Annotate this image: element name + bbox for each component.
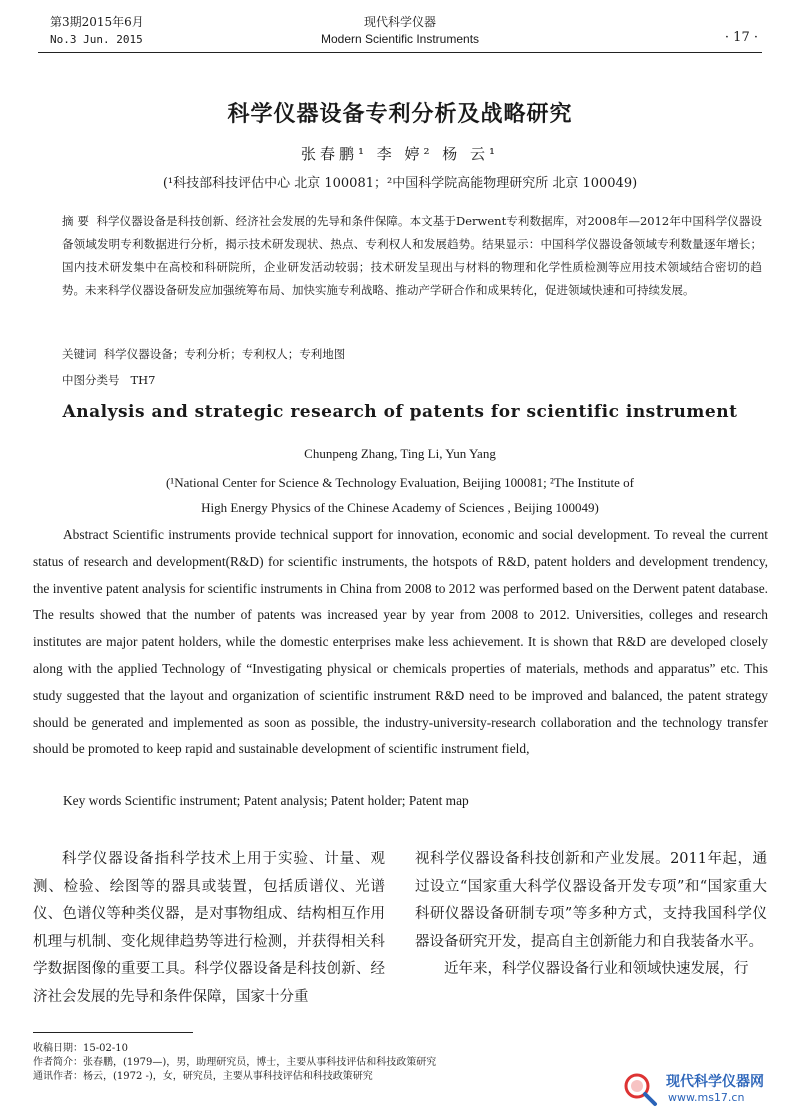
classification-cn-label: 中图分类号 — [62, 373, 120, 387]
keywords-cn-text: 科学仪器设备；专利分析；专利权人；专利地图 — [103, 347, 346, 361]
affiliation-en — [0, 470, 800, 520]
body-paragraph: 视科学仪器设备科技创新和产业发展。2011年起，通过设立“国家重大科学仪器设备开发专项”和“国家重大科研仪器设备研制专项”等多种方式，支持我国科学仪器设备研究开发，提高自主创新能力和自我装备水平。 — [415, 851, 767, 950]
title-en: Analysis and strategic research of patents for scientific instrument — [62, 402, 738, 422]
classification-cn-text: TH7 — [130, 373, 156, 387]
title-cn: 科学仪器设备专利分析及战略研究 — [227, 101, 573, 127]
magnifier-logo-icon — [622, 1071, 658, 1107]
classification-cn — [62, 372, 156, 388]
header-issue-cn: 第3期2015年6月 — [50, 15, 144, 29]
body-paragraph: 近年来，科学仪器设备行业和领域快速发展，行 — [444, 961, 749, 977]
keywords-cn — [62, 346, 762, 362]
body-paragraph: 科学仪器设备指科学技术上用于实验、计量、观测、检验、绘图等的器具或装置，包括质谱仪、光谱仪、色谱仪等种类仪器，是对事物组成、结构相互作用机理与机制、变化规律趋势等进行检测，并获得相关科学数据图像的重要工具。科学仪器设备是科技创新、经济社会发展的先导和条件保障，国家十分重 — [33, 851, 385, 1005]
affiliation-en-line1: (¹National Center for Science & Technology Evaluation, Beijing 100081; ²The Institute of — [165, 475, 635, 490]
footnote-corresponding: 通讯作者：杨云，(1972 -)，女，研究员，主要从事科技评估和科技政策研究 — [33, 1071, 373, 1082]
abstract-cn-label: 摘 要 — [62, 214, 89, 228]
footnote-received: 收稿日期：15-02-10 — [33, 1043, 128, 1054]
authors-cn: 张春鹏¹ 李 婷² 杨 云¹ — [300, 145, 500, 163]
header-page-number: · 17 · — [724, 30, 758, 45]
keywords-en: Key words Scientific instrument; Patent analysis; Patent holder; Patent map — [63, 793, 469, 808]
header-journal-cn: 现代科学仪器 — [363, 15, 436, 29]
header-journal — [0, 14, 800, 48]
header-rule — [38, 52, 762, 53]
affiliation-en-line2: High Energy Physics of the Chinese Academy of Sciences , Beijing 100049) — [201, 500, 599, 515]
authors-en: Chunpeng Zhang, Ting Li, Yun Yang — [304, 446, 496, 461]
watermark — [622, 1069, 792, 1109]
abstract-en: Abstract Scientific instruments provide technical support for innovation, economic and social development. To reveal the current status of research and development(R&D) for scientific instruments, the hotspots of R&D, patent holders and development trendency, the inventive patent analysis for scientific instruments in China from 2008 to 2012 was performed based on the Derwent patent database. The results showed that the number of patents was increased year by year from 2008 to 2012. Universities, colleges and research institutes are major patent holders, while the domestic enterprises make less achievement. It is shown that R&D are developed closely along with the applied Technology of “Investigating physical or chemicals properties of materials, methods and apparatus” etc. This study suggested that the layout and organization of scientific instrument R&D need to be improved and balanced, the patent strategy should be generated and implemented as soon as possible, the industry-university-research collaboration and the technology transfer should be promoted to keep rapid and sustainable development of scientific instrument field, — [33, 527, 768, 757]
header-issue-en: No.3 Jun. 2015 — [50, 33, 143, 46]
footnote-rule — [33, 1032, 193, 1033]
footnote-author-bio: 作者简介：张春鹏，(1979—)，男，助理研究员，博士，主要从事科技评估和科技政策研究 — [33, 1057, 437, 1068]
affiliation-cn: (¹科技部科技评估中心 北京 100081；²中国科学院高能物理研究所 北京 100049) — [162, 176, 638, 191]
keywords-cn-label: 关键词 — [62, 347, 97, 361]
abstract-cn — [62, 210, 762, 302]
watermark-url: www.ms17.cn — [668, 1091, 745, 1104]
header-journal-en: Modern Scientific Instruments — [320, 32, 480, 46]
body-column-right — [415, 846, 767, 984]
body-column-left — [33, 846, 385, 1011]
abstract-cn-text: 科学仪器设备是科技创新、经济社会发展的先导和条件保障。本文基于Derwent专利数据库，对2008年—2012年中国科学仪器设备领域发明专利数据进行分析，揭示技术研发现状、热点、专利权人和发展趋势。结果显示：中国科学仪器设备领域专利数量逐年增长；国内技术研发集中在高校和科研院所，企业研发活动较弱；技术研发呈现出与材料的物理和化学性质检测等应用技术领域结合密切的趋势。未来科学仪器设备研发应加强统筹布局、加快实施专利战略、推动产学研合作和成果转化，促进领域快速和可持续发展。 — [62, 214, 763, 297]
footnotes — [33, 1042, 436, 1084]
watermark-name: 现代科学仪器网 — [666, 1074, 764, 1090]
